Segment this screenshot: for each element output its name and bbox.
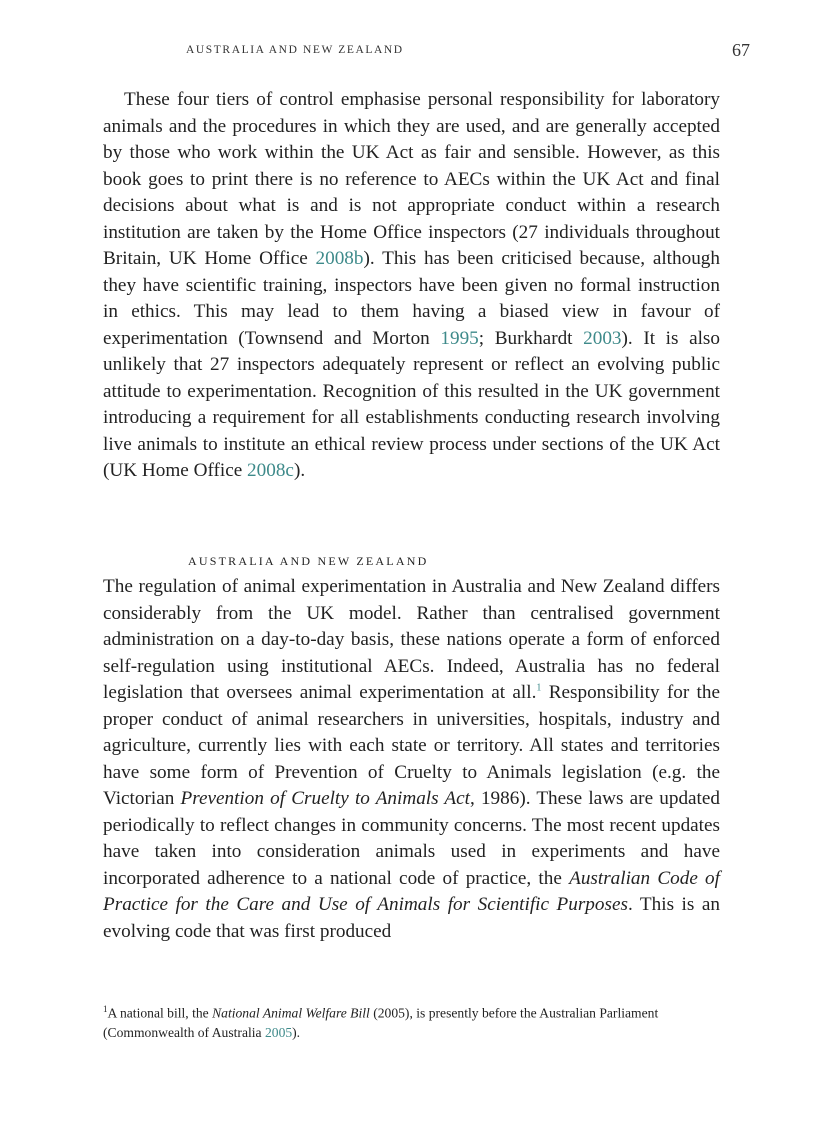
- text-run: The regulation of animal experimentation in Australia and New Zealand differs considerably from the UK model. Rather than centralised government administration on a day-to-day basis, these nations operate a form of enforced self-regulation using institutional AECs. Indeed, Australia has no federal legislation that oversees animal experimentation at all.: [103, 576, 720, 703]
- paragraph-text: [103, 574, 720, 945]
- italic-title: Prevention of Cruelty to Animals Act: [180, 788, 470, 809]
- footnote: [103, 1000, 723, 1043]
- running-head: AUSTRALIA AND NEW ZEALAND: [186, 44, 404, 56]
- text-run: . This is an evolving code that was first produced: [103, 894, 720, 942]
- page-number: 67: [732, 40, 750, 60]
- citation-link[interactable]: 1995: [440, 327, 479, 349]
- italic-title: National Animal Welfare Bill: [212, 1005, 370, 1021]
- footnote-number: 1: [103, 1004, 108, 1014]
- text-run: (2005), is presently before the Australian Parliament (Commonwealth of Australia: [103, 1005, 659, 1041]
- text-run: ). This has been criticised because, although they have scientific training, inspectors have been given no formal instruction in ethics. This may lead to them having a biased view in favour of experimentation (Townsend and Morton: [103, 248, 720, 349]
- citation-link[interactable]: 2008b: [315, 248, 364, 269]
- citation-link[interactable]: 2005: [264, 1025, 293, 1041]
- paragraph-uk-act: [103, 87, 720, 485]
- text-run: These four tiers of control emphasise personal responsibility for laboratory animals and the procedures in which they are used, and are generally accepted by those who work within the UK Act as fair and sensible. However, as this book goes to print there is no reference to AECs within the UK Act and final decisions about what is and is not appropriate conduct within a research institution are taken by the Home Office inspectors (27 individuals throughout Britain, UK Home Office: [103, 89, 720, 269]
- text-run: Responsibility for the proper conduct of animal researchers in universities, hospitals, industry and agriculture, currently lies with each state or territory. All states and territories have some form of Prevention of Cruelty to Animals legislation (e.g. the Victorian: [103, 682, 721, 809]
- text-run: A national bill, the: [107, 1005, 213, 1021]
- text-run: ).: [293, 460, 306, 481]
- text-run: , 1986). These laws are updated periodically to reflect changes in community concerns. The most recent updates have taken into consideration animals used in experiments and have incorporated adherence to a national code of practice, the: [103, 788, 720, 889]
- citation-link[interactable]: 2008c: [247, 460, 294, 481]
- footnote-marker-link[interactable]: 1: [536, 682, 542, 694]
- section-heading: AUSTRALIA AND NEW ZEALAND: [188, 554, 429, 568]
- citation-link[interactable]: 2003: [583, 327, 622, 349]
- paragraph-text: [103, 87, 720, 485]
- text-run: ). It is also unlikely that 27 inspectors adequately represent or reflect an evolving public attitude to experimentation. Recognition of this resulted in the UK government introducing a requirement for all establishments conducting research involving live animals to institute an ethical review process under sections of the UK Act (UK Home Office: [103, 327, 720, 481]
- italic-title: Australian Code of Practice for the Care and Use of Animals for Scientific Purposes: [103, 867, 720, 915]
- text-run: ).: [292, 1025, 301, 1041]
- paragraph-australia: [103, 574, 720, 945]
- text-run: ; Burkhardt: [478, 327, 584, 349]
